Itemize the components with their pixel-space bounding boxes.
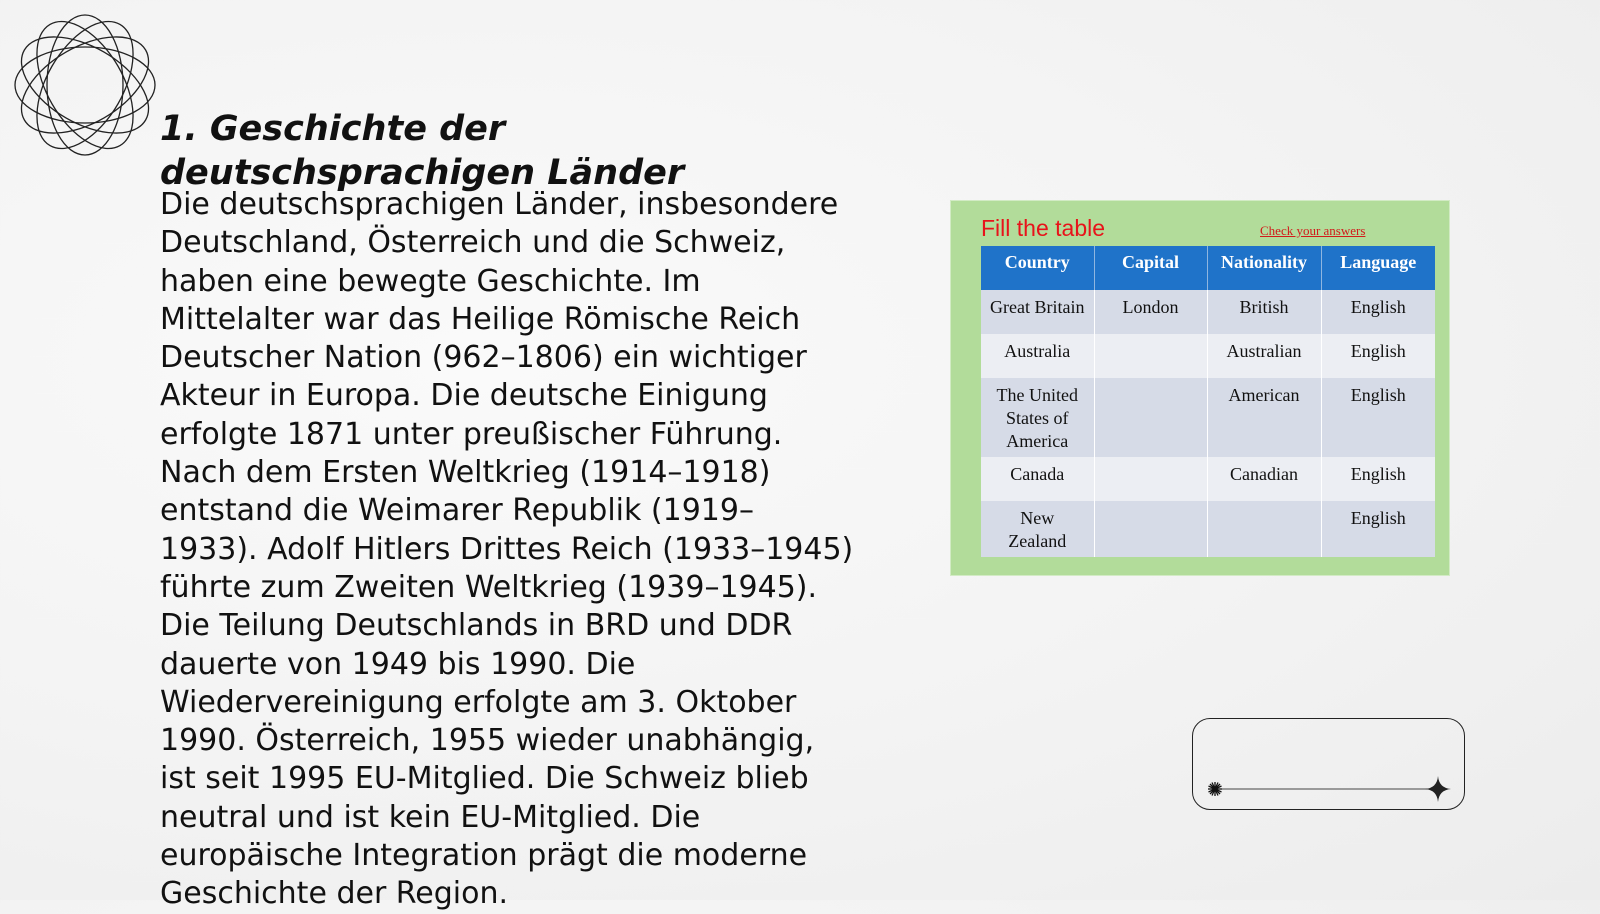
sparkle-icon [1425,776,1451,802]
header-language: Language [1321,246,1435,290]
header-country: Country [981,246,1094,290]
table-cell: New Zealand [981,501,1094,557]
table-row [981,334,1435,378]
decorative-card [1192,718,1465,810]
worksheet-image [950,200,1450,576]
table-cell [1094,501,1207,557]
table-cell: English [1321,334,1435,378]
table-row [981,501,1435,557]
table-cell: English [1321,501,1435,557]
table-cell: Australian [1207,334,1321,378]
table-cell: Canada [981,457,1094,501]
table-row [981,378,1435,457]
table-cell: Australia [981,334,1094,378]
table-cell: The United States of America [981,378,1094,457]
table-header-row [981,246,1435,290]
table-cell: English [1321,290,1435,334]
table-cell: English [1321,378,1435,457]
header-nationality: Nationality [1207,246,1321,290]
slide-body-text: Die deutschsprachigen Länder, insbesondere Deutschland, Österreich und die Schweiz, haben eine bewegte Geschichte. Im Mittelalter war das Heilige Römische Reich Deutscher Nation (962–1806) ein wichtiger Akteur in Europa. Die deutsche Einigung erfolgte 1871 unter preußischer Führung. Nach dem Ersten Weltkrieg (1914–1918) entstand die Weimarer Republik (1919– 1933). Adolf Hitlers Drittes Reich (1933–1945) führte zum Zweiten Weltkrieg (1939–1945). Die Teilung Deutschlands in BRD und DDR dauerte von 1949 bis 1990. Die Wiedervereinigung erfolgte am 3. Oktober 1990. Österreich, 1955 wieder unabhängig, ist seit 1995 EU-Mitglied. Die Schweiz blieb neutral und ist kein EU-Mitglied. Die europäische Integration prägt die moderne Geschichte der Region. [160,187,854,912]
check-answers-link[interactable]: Check your answers [1260,223,1366,238]
table-cell: London [1094,290,1207,334]
circle-rosette-icon [10,10,160,160]
table-row [981,457,1435,501]
fill-table [981,246,1435,557]
table-cell: American [1207,378,1321,457]
table-cell [1094,334,1207,378]
table-cell: British [1207,290,1321,334]
slide-title: 1. Geschichte der deutschsprachigen Länder [160,109,685,193]
table-cell: Canadian [1207,457,1321,501]
card-line [1193,719,1466,811]
table-cell [1094,378,1207,457]
header-capital: Capital [1094,246,1207,290]
starburst-icon [1208,782,1222,796]
worksheet-heading: Fill the table [981,215,1106,241]
table-cell: English [1321,457,1435,501]
table-cell [1094,457,1207,501]
table-cell: Great Britain [981,290,1094,334]
table-cell [1207,501,1321,557]
table-row [981,290,1435,334]
